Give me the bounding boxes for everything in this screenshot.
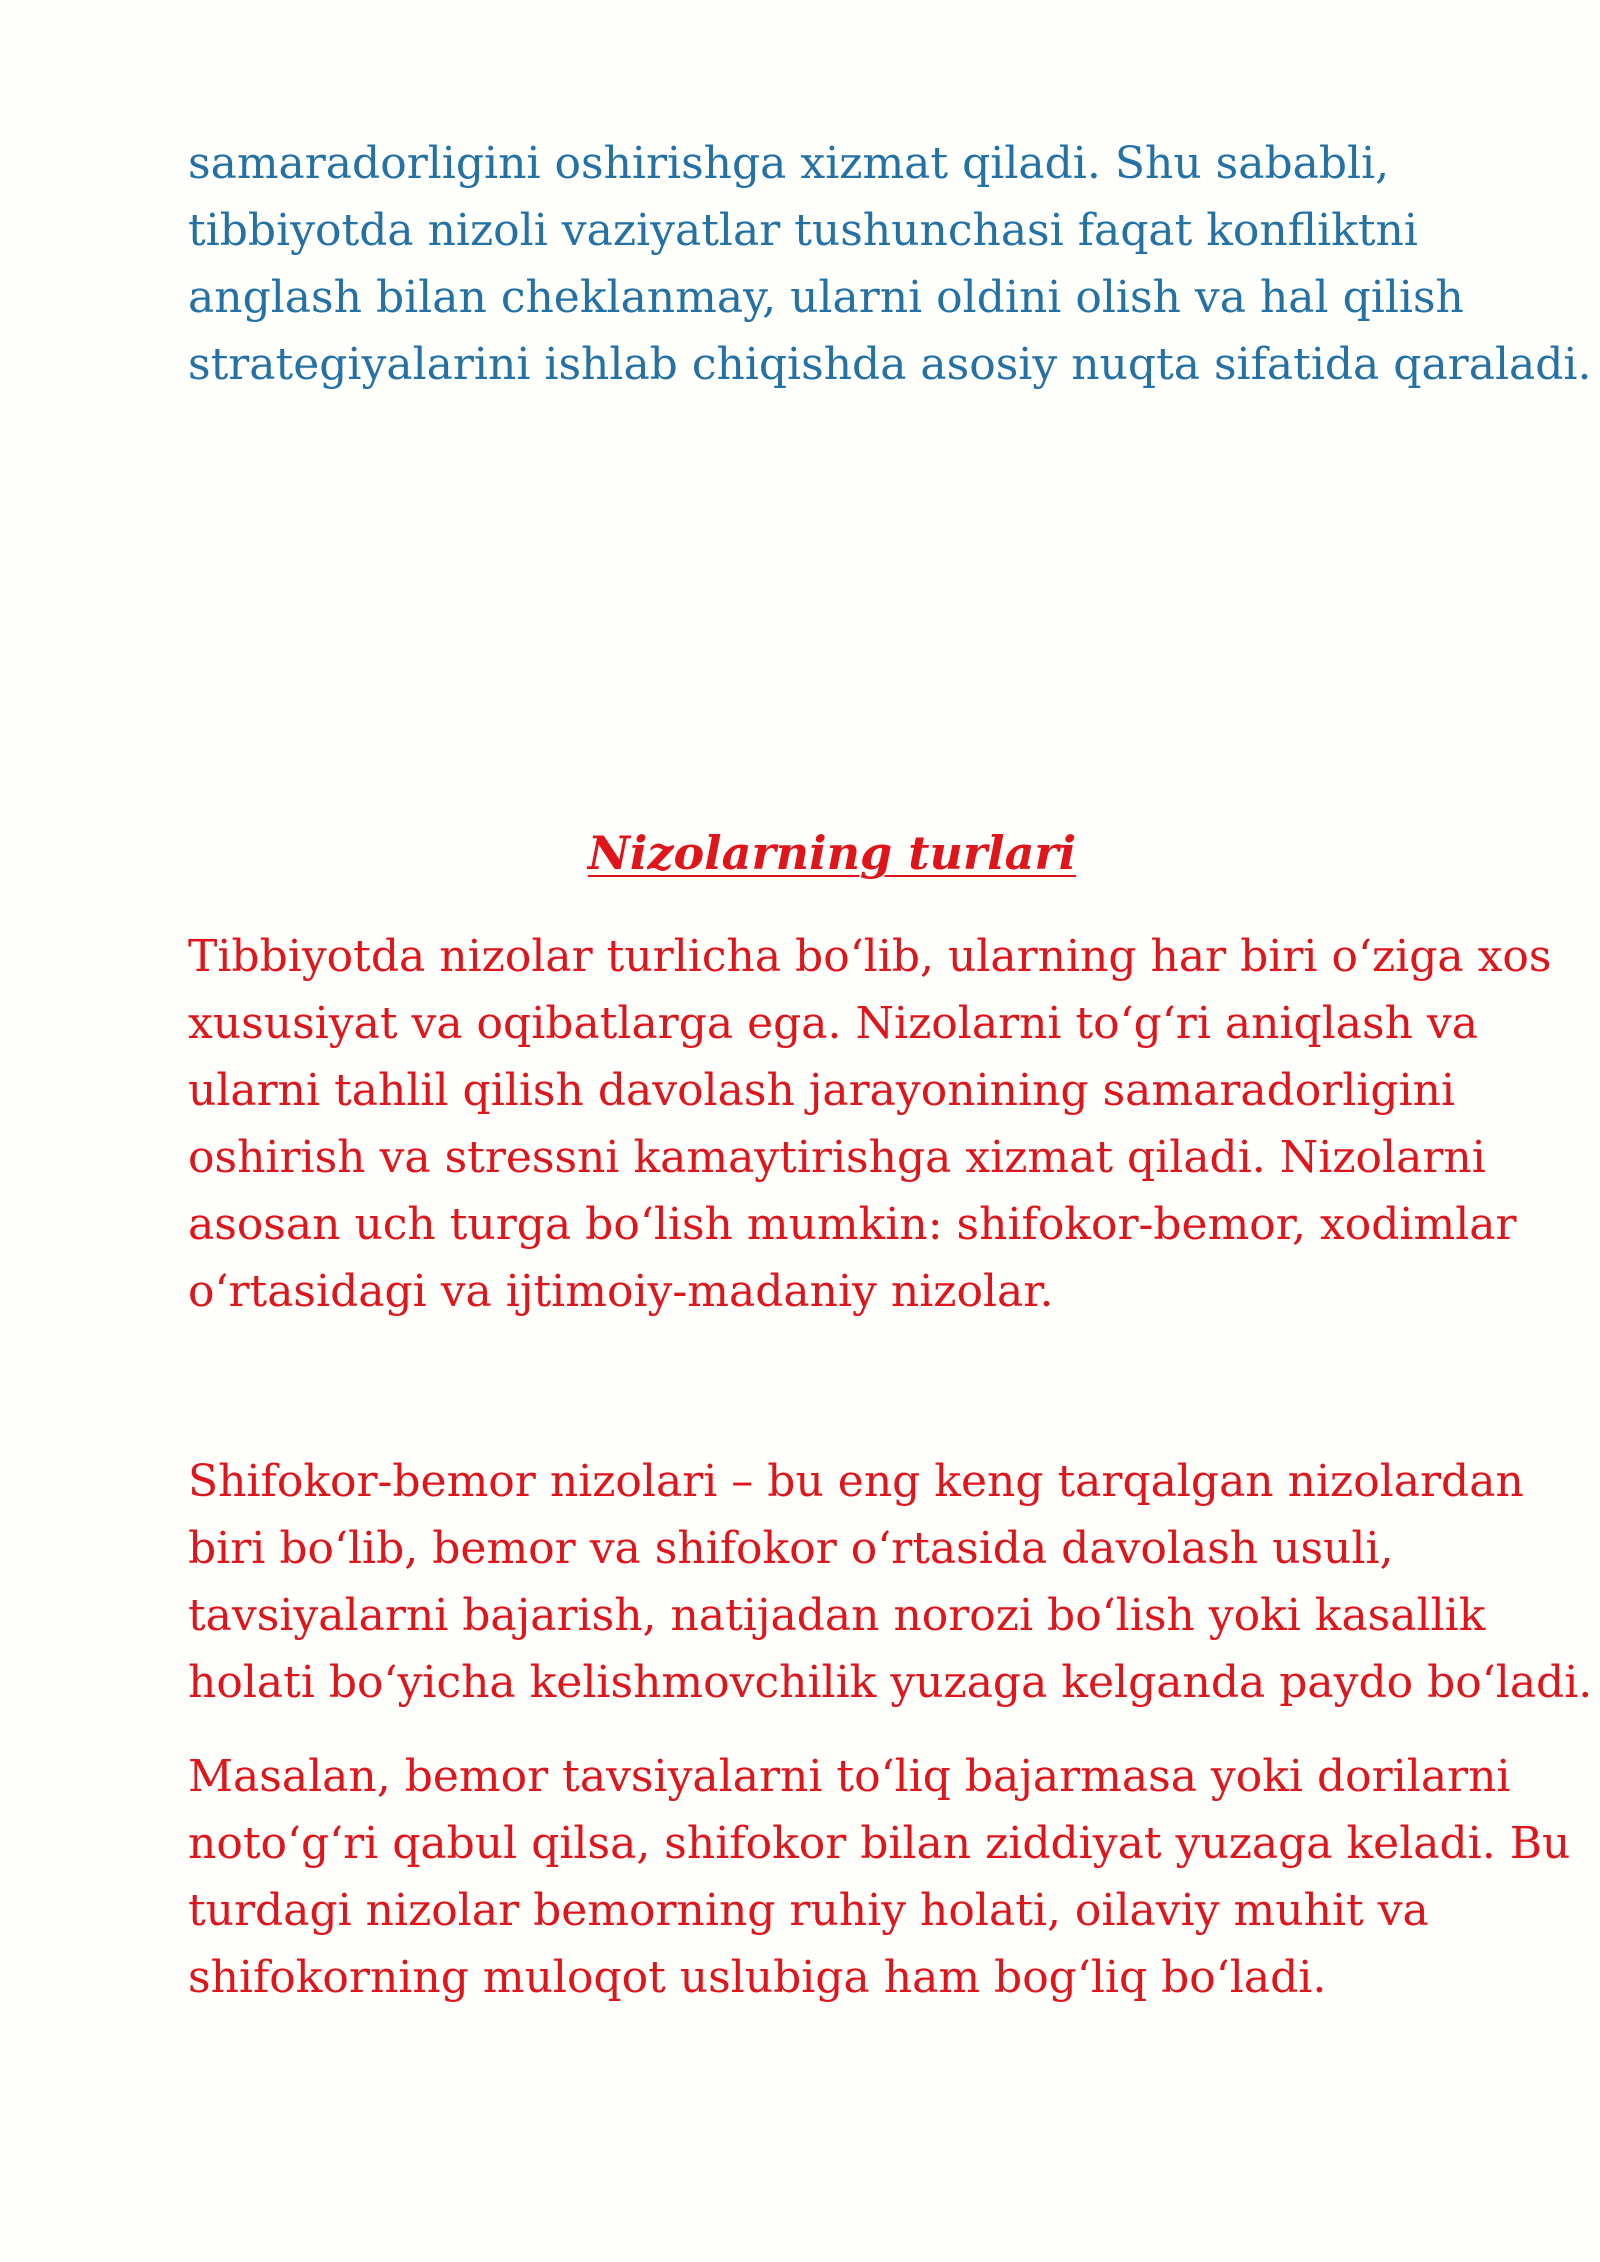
- section-heading: Nizolarning turlari: [587, 826, 1077, 880]
- text-line: biri bo‘lib, bemor va shifokor o‘rtasida davolash usuli,: [188, 1523, 1394, 1574]
- example-paragraph: [188, 1743, 1570, 2011]
- text-line: noto‘g‘ri qabul qilsa, shifokor bilan ziddiyat yuzaga keladi. Bu: [188, 1818, 1571, 1869]
- text-line: asosan uch turga bo‘lish mumkin: shifokor-bemor, xodimlar: [188, 1199, 1517, 1250]
- types-paragraph: [188, 923, 1551, 1325]
- intro-paragraph: [188, 130, 1591, 398]
- text-line: tavsiyalarni bajarish, natijadan norozi bo‘lish yoki kasallik: [188, 1590, 1486, 1641]
- text-line: ularni tahlil qilish davolash jarayonining samaradorligini: [188, 1065, 1456, 1116]
- text-line: Shifokor-bemor nizolari – bu eng keng tarqalgan nizolardan: [188, 1456, 1524, 1507]
- text-line: anglash bilan cheklanmay, ularni oldini olish va hal qilish: [188, 272, 1464, 323]
- text-line: holati bo‘yicha kelishmovchilik yuzaga kelganda paydo bo‘ladi.: [188, 1657, 1593, 1708]
- text-line: shifokorning muloqot uslubiga ham bog‘liq bo‘ladi.: [188, 1952, 1327, 2003]
- text-line: xususiyat va oqibatlarga ega. Nizolarni to‘g‘ri aniqlash va: [188, 998, 1478, 1049]
- text-line: turdagi nizolar bemorning ruhiy holati, oilaviy muhit va: [188, 1885, 1429, 1936]
- text-line: Masalan, bemor tavsiyalarni to‘liq bajarmasa yoki dorilarni: [188, 1751, 1511, 1802]
- text-line: o‘rtasidagi va ijtimoiy-madaniy nizolar.: [188, 1266, 1054, 1317]
- text-line: Tibbiyotda nizolar turlicha bo‘lib, ularning har biri o‘ziga xos: [188, 931, 1552, 982]
- text-line: tibbiyotda nizoli vaziyatlar tushunchasi faqat konfliktni: [188, 205, 1418, 256]
- doctor-patient-paragraph: [188, 1448, 1592, 1716]
- text-line: samaradorligini oshirishga xizmat qiladi. Shu sababli,: [188, 138, 1390, 189]
- text-line: oshirish va stressni kamaytirishga xizmat qiladi. Nizolarni: [188, 1132, 1486, 1183]
- text-line: strategiyalarini ishlab chiqishda asosiy nuqta sifatida qaraladi.: [188, 339, 1592, 390]
